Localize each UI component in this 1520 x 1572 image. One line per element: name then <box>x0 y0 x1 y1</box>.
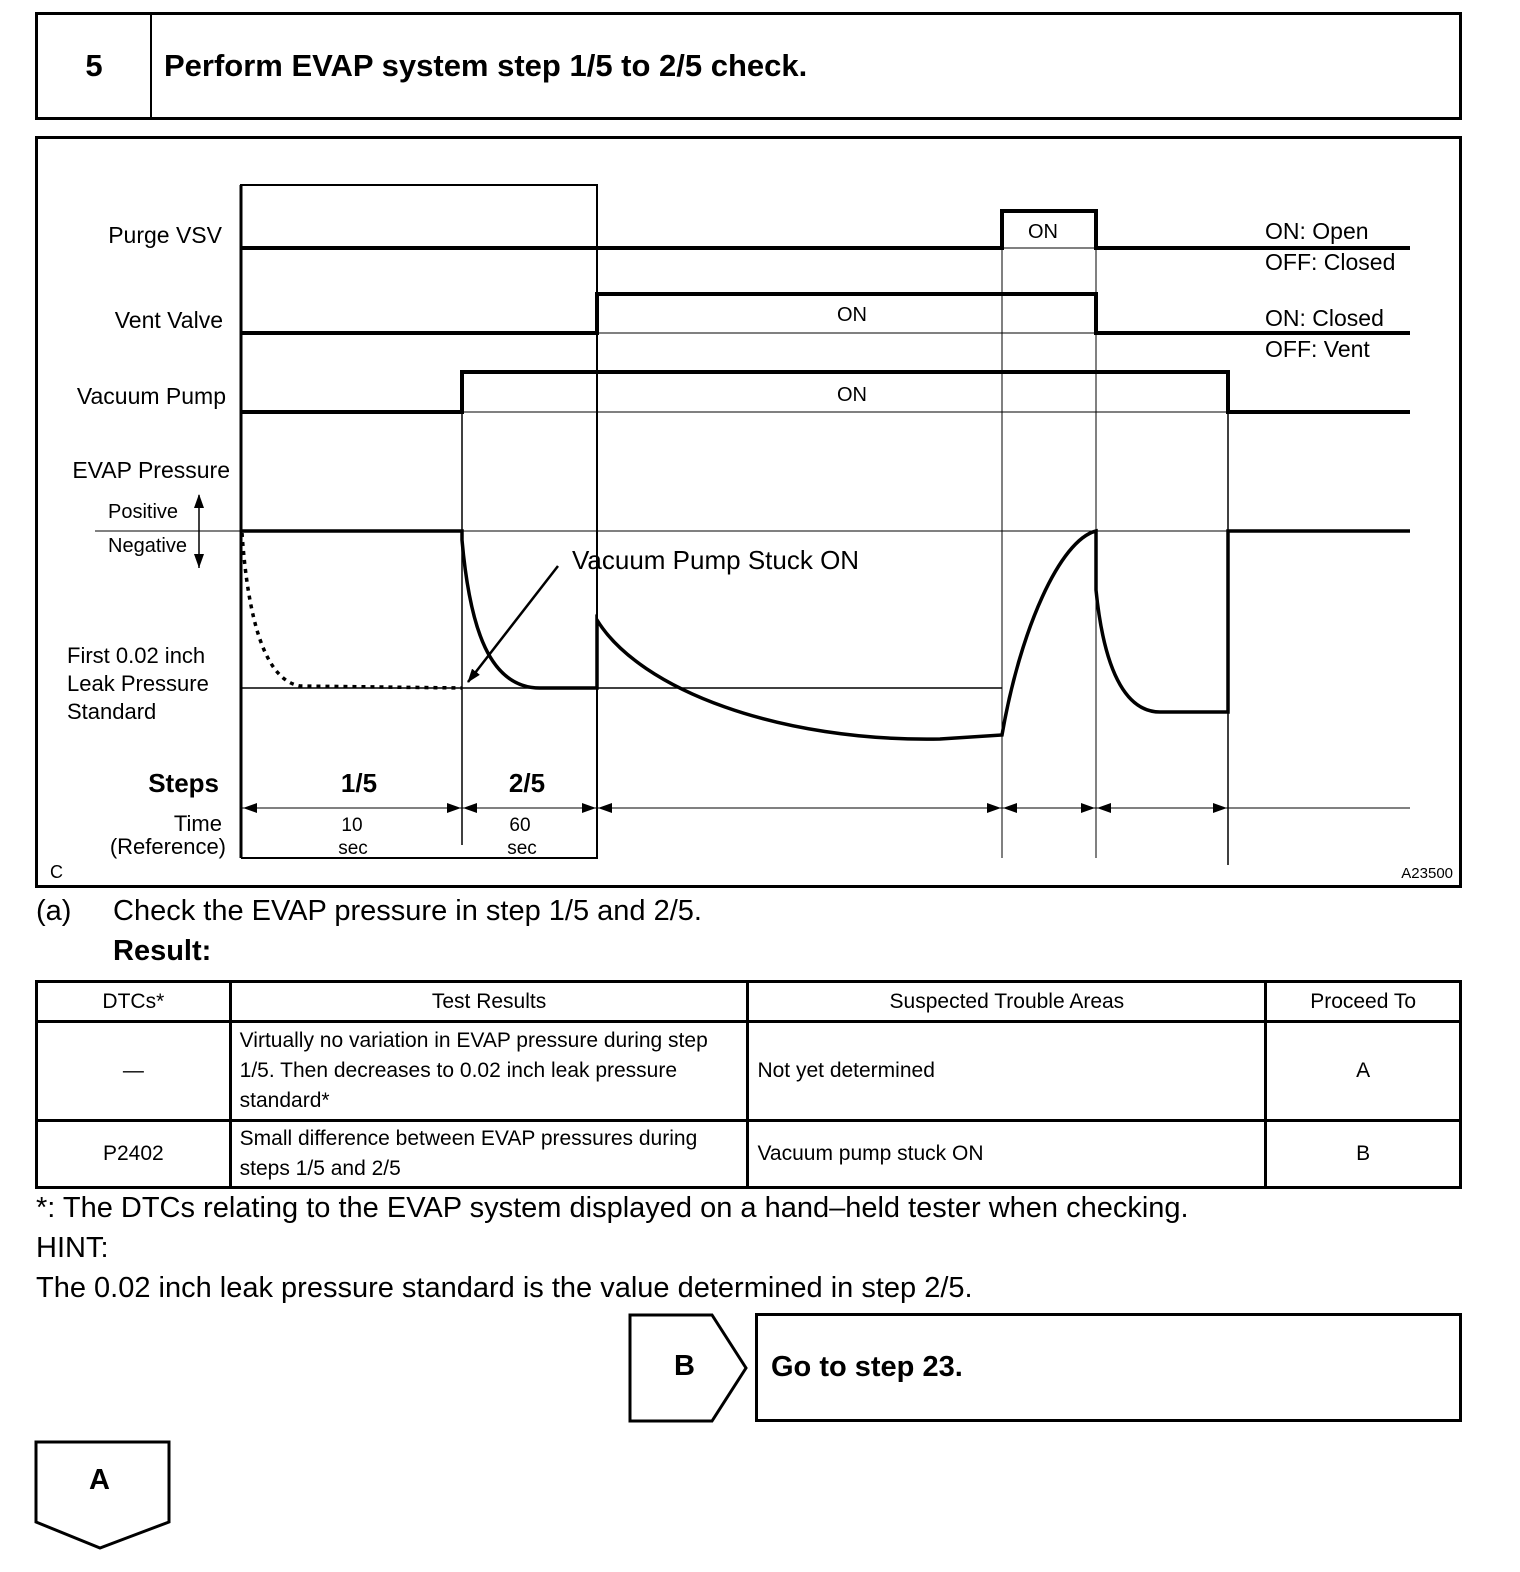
hint-text: The 0.02 inch leak pressure standard is the value determined in step 2/5. <box>36 1272 973 1304</box>
cell-proceed: B <box>1266 1121 1461 1188</box>
goto-step-box[interactable] <box>755 1313 1462 1422</box>
cell-dtc: P2402 <box>37 1121 231 1188</box>
step-title: Perform EVAP system step 1/5 to 2/5 check. <box>164 48 808 83</box>
reference-label-2: Leak Pressure <box>67 671 209 696</box>
table-row <box>37 1121 1461 1188</box>
timing-diagram <box>35 136 1462 888</box>
evap-pressure-label: EVAP Pressure <box>72 457 230 483</box>
pump-on-label: ON <box>837 384 867 406</box>
time-label-2: (Reference) <box>109 834 226 859</box>
cell-dtc: — <box>37 1022 231 1121</box>
step-number: 5 <box>38 15 152 117</box>
instruction-text: Check the EVAP pressure in step 1/5 and 2/5. <box>113 895 702 927</box>
positive-arrow-icon <box>194 494 204 508</box>
purge-on-label: ON <box>1028 221 1058 243</box>
reference-label-3: Standard <box>67 699 157 724</box>
negative-label: Negative <box>108 535 187 557</box>
table-row <box>37 1022 1461 1121</box>
branch-a-button[interactable] <box>34 1440 171 1550</box>
table-header-row <box>37 982 1461 1022</box>
cell-area: Not yet determined <box>748 1022 1266 1121</box>
branch-b-button[interactable] <box>628 1313 748 1423</box>
negative-arrow-icon <box>194 554 204 568</box>
branch-b-label: B <box>674 1350 695 1382</box>
header-test-results: Test Results <box>230 982 748 1022</box>
step-2-unit: sec <box>507 838 537 859</box>
step-2-time: 60 <box>509 815 531 836</box>
step-1-unit: sec <box>338 838 368 859</box>
step-header <box>35 12 1462 120</box>
header-proceed-to: Proceed To <box>1266 982 1461 1022</box>
stuck-on-annotation: Vacuum Pump Stuck ON <box>572 545 860 575</box>
timing-chart-svg <box>35 136 1462 888</box>
vent-legend-on: ON: Closed <box>1265 305 1384 331</box>
purge-vsv-label: Purge VSV <box>108 222 222 248</box>
vacuum-pump-label: Vacuum Pump <box>76 383 226 409</box>
steps-label: Steps <box>148 768 219 798</box>
branch-a-label: A <box>89 1464 110 1496</box>
figure-id: A23500 <box>1401 865 1453 882</box>
purge-legend-off: OFF: Closed <box>1265 249 1396 275</box>
header-trouble-areas: Suspected Trouble Areas <box>748 982 1266 1022</box>
results-table <box>35 980 1462 1189</box>
hint-label: HINT: <box>36 1232 109 1264</box>
vent-valve-label: Vent Valve <box>114 307 223 333</box>
footnote: *: The DTCs relating to the EVAP system displayed on a hand–held tester when checking. <box>36 1192 1189 1224</box>
step-1-time: 10 <box>341 815 363 836</box>
purge-legend-on: ON: Open <box>1265 218 1369 244</box>
cell-result: Small difference between EVAP pressures during steps 1/5 and 2/5 <box>230 1121 748 1188</box>
header-dtcs: DTCs* <box>37 982 231 1022</box>
instruction-marker: (a) <box>36 895 72 927</box>
step-1-label: 1/5 <box>340 768 378 798</box>
time-label-1: Time <box>173 811 222 836</box>
cell-result: Virtually no variation in EVAP pressure during step 1/5. Then decreases to 0.02 inch leak pressure standard* <box>230 1022 748 1121</box>
corner-mark: C <box>50 862 63 882</box>
vent-on-label: ON <box>837 304 867 326</box>
reference-label-1: First 0.02 inch <box>67 643 206 668</box>
cell-area: Vacuum pump stuck ON <box>748 1121 1266 1188</box>
goto-step-text: Go to step 23. <box>771 1351 963 1383</box>
result-label: Result: <box>113 935 212 967</box>
cell-proceed: A <box>1266 1022 1461 1121</box>
positive-label: Positive <box>108 501 179 523</box>
vent-legend-off: OFF: Vent <box>1265 336 1370 362</box>
step-2-label: 2/5 <box>508 768 546 798</box>
